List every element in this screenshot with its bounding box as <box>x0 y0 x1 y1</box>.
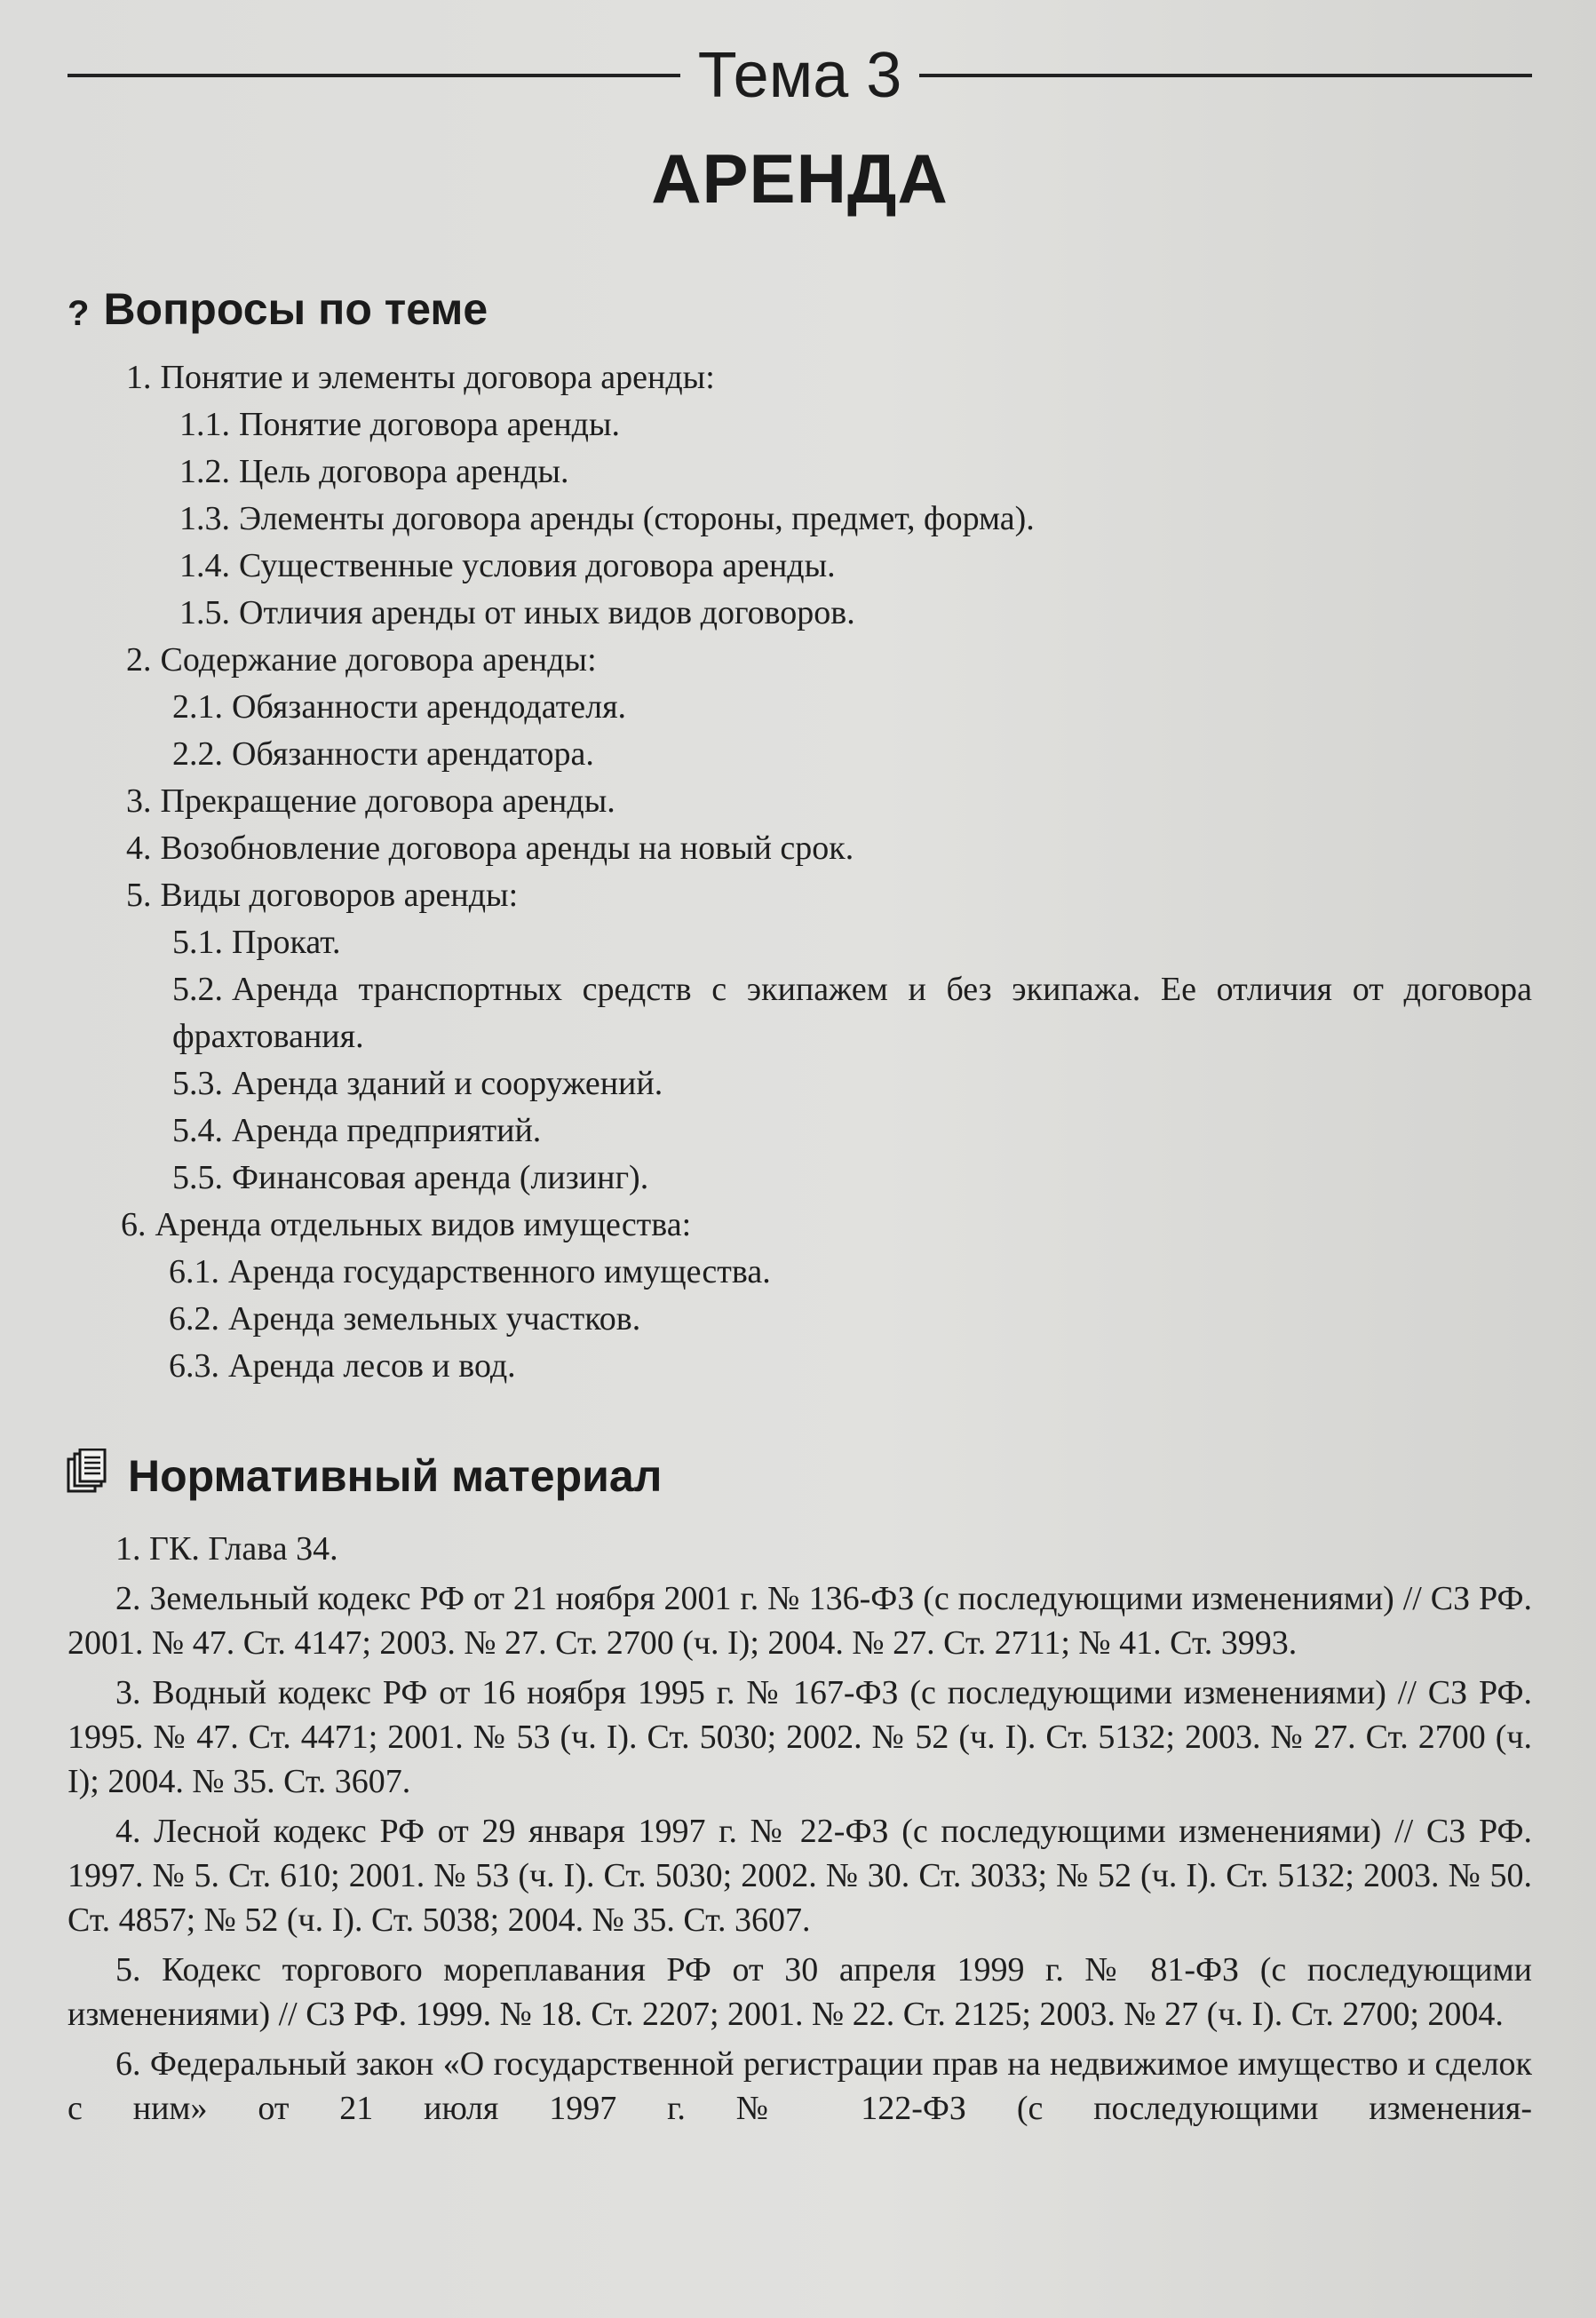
normative-list <box>67 1527 1532 2131</box>
list-item: 6.3. Аренда лесов и вод. <box>169 1347 516 1385</box>
list-item: 1.3. Элементы договора аренды (стороны, предмет, форма). <box>179 500 1035 537</box>
theme-label: Тема 3 <box>697 40 902 111</box>
list-item: 5.3. Аренда зданий и сооружений. <box>172 1065 663 1102</box>
list-item: 6. Федеральный закон «О государственной регистрации прав на недвижимое имущество и сделок с ним» от 21 июля 1997 г. № 122-ФЗ (с последующими изменения- <box>67 2045 1532 2127</box>
list-item: 3. Прекращение договора аренды. <box>126 782 615 820</box>
list-item: 2. Содержание договора аренды: <box>126 641 597 679</box>
questions-list <box>67 354 1532 1390</box>
list-item: 4. Возобновление договора аренды на новый срок. <box>126 830 854 867</box>
list-item: 1. Понятие и элементы договора аренды: <box>126 359 715 396</box>
list-item: 5. Виды договоров аренды: <box>126 877 519 914</box>
normative-heading <box>67 1449 1532 1504</box>
list-item: 5.4. Аренда предприятий. <box>172 1112 542 1149</box>
question-mark-icon: ? <box>67 293 90 333</box>
list-item: 5.2. Аренда транспортных средств с экипажем и без экипажа. Ее отличия от договора фрахтования. <box>172 971 1532 1055</box>
list-item: 1.4. Существенные условия договора аренды. <box>179 547 836 584</box>
list-item: 6.1. Аренда государственного имущества. <box>169 1253 771 1290</box>
page-title: АРЕНДА <box>651 139 949 218</box>
list-item: 5. Кодекс торгового мореплавания РФ от 30 апреля 1999 г. № 81-ФЗ (с последующими изменениями) // СЗ РФ. 1999. № 18. Ст. 2207; 2001. № 22. Ст. 2125; 2003. № 27 (ч. I). Ст. 2700; 2004. <box>67 1951 1532 2033</box>
list-item: 1.1. Понятие договора аренды. <box>179 406 621 443</box>
list-item: 6. Аренда отдельных видов имущества: <box>121 1206 692 1243</box>
list-item: 4. Лесной кодекс РФ от 29 января 1997 г. № 22-ФЗ (с последующими изменениями) // СЗ РФ. 1997. № 5. Ст. 610; 2001. № 53 (ч. I). Ст. 5030; 2002. № 30. Ст. 3033; № 52 (ч. I). Ст. 5132; 2003. № 50. Ст. 4857; № 52 (ч. I). Ст. 5038; 2004. № 35. Ст. 3607. <box>67 1813 1532 1939</box>
list-item: 5.5. Финансовая аренда (лизинг). <box>172 1159 649 1196</box>
list-item: 6.2. Аренда земельных участков. <box>169 1300 641 1338</box>
list-item: 5.1. Прокат. <box>172 924 341 961</box>
questions-heading <box>67 283 1532 335</box>
list-item: 2. Земельный кодекс РФ от 21 ноября 2001 г. № 136-ФЗ (с последующими изменениями) // СЗ РФ. 2001. № 47. Ст. 4147; 2003. № 27. Ст. 2700 (ч. I); 2004. № 27. Ст. 2711; № 41. Ст. 3993. <box>67 1580 1532 1662</box>
questions-heading-label: Вопросы по теме <box>103 284 488 334</box>
theme-header <box>67 36 1532 115</box>
normative-heading-label: Нормативный материал <box>128 1451 663 1501</box>
list-item: 1.5. Отличия аренды от иных видов договоров. <box>179 594 855 631</box>
header-rule-left <box>67 74 680 77</box>
list-item: 1. ГК. Глава 34. <box>115 1530 338 1568</box>
list-item: 1.2. Цель договора аренды. <box>179 453 569 490</box>
book-stack-icon <box>66 1449 107 1504</box>
header-rule-right <box>919 74 1532 77</box>
list-item: 2.1. Обязанности арендодателя. <box>172 688 627 726</box>
list-item: 2.2. Обязанности арендатора. <box>172 735 594 773</box>
list-item: 3. Водный кодекс РФ от 16 ноября 1995 г. № 167-ФЗ (с последующими изменениями) // СЗ РФ. 1995. № 47. Ст. 4471; 2001. № 53 (ч. I). Ст. 5030; 2002. № 52 (ч. I). Ст. 5132; 2003. № 27. Ст. 2700 (ч. I); 2004. № 35. Ст. 3607. <box>67 1674 1532 1800</box>
